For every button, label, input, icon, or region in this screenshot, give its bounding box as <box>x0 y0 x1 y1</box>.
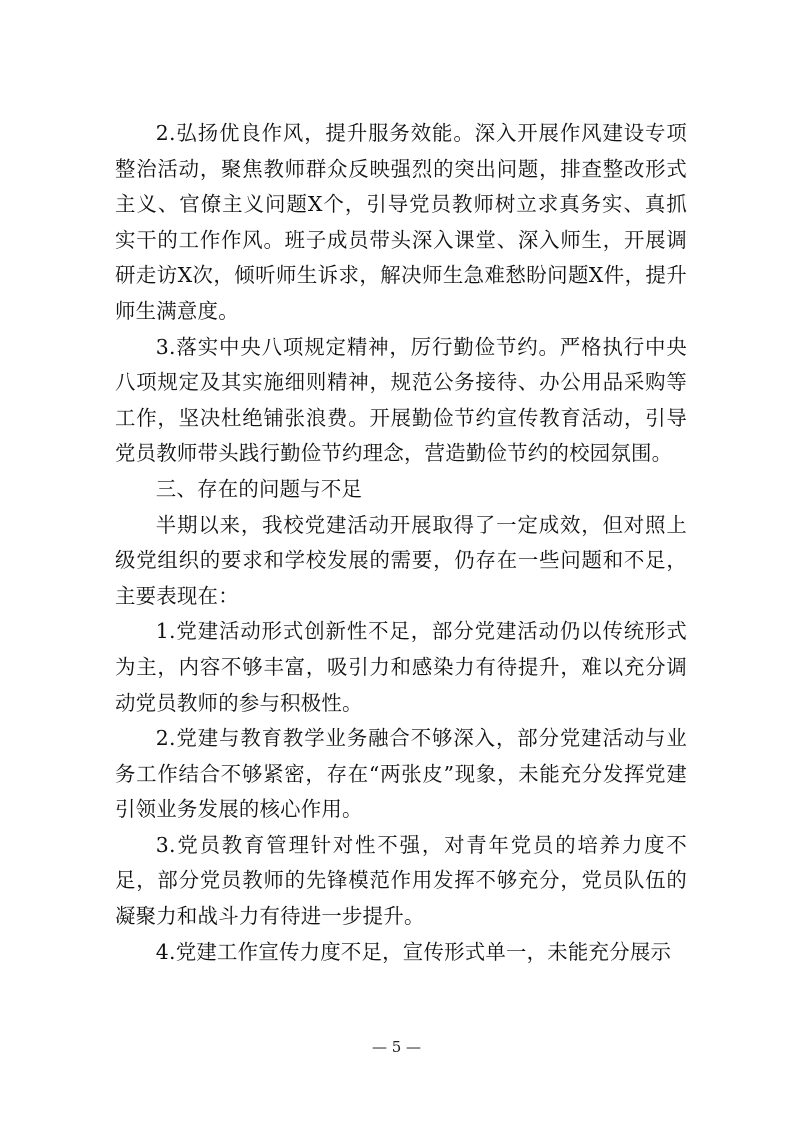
paragraph-style-improvement: 2.弘扬优良作风，提升服务效能。深入开展作风建设专项整治活动，聚焦教师群众反映强烈的突出问题，排查整改形式主义、官僚主义问题X个，引导党员教师树立求真务实、真抓实干的工作作风。班子成员带头深入课堂、深入师生，开展调研走访X次，倾听师生诉求，解决师生急难愁盼问题X件，提升师生满意度。 <box>115 121 687 323</box>
page-number: — 5 — <box>371 1038 422 1056</box>
paragraph-problem-4: 4.党建工作宣传力度不足，宣传形式单一，未能充分展示 <box>155 939 672 964</box>
paragraph-problems-intro: 半期以来，我校党建活动开展取得了一定成效，但对照上级党组织的要求和学校发展的需要，仍存在一些问题和不足，主要表现在： <box>115 512 687 608</box>
document-body <box>115 116 687 970</box>
paragraph-eight-rules: 3.落实中央八项规定精神，厉行勤俭节约。严格执行中央八项规定及其实施细则精神，规范公务接待、办公用品采购等工作，坚决杜绝铺张浪费。开展勤俭节约宣传教育活动，引导党员教师带头践行勤俭节约理念，营造勤俭节约的校园氛围。 <box>115 334 687 466</box>
paragraph-problem-3: 3.党员教育管理针对性不强，对青年党员的培养力度不足，部分党员教师的先锋模范作用发挥不够充分，党员队伍的凝聚力和战斗力有待进一步提升。 <box>115 832 687 929</box>
section-heading-problems: 三、存在的问题与不足 <box>155 476 363 501</box>
paragraph-problem-1: 1.党建活动形式创新性不足，部分党建活动仍以传统形式为主，内容不够丰富，吸引力和感染力有待提升，难以充分调动党员教师的参与积极性。 <box>115 619 687 715</box>
paragraph-problem-2: 2.党建与教育教学业务融合不够深入，部分党建活动与业务工作结合不够紧密，存在“两张皮”现象，未能充分发挥党建引领业务发展的核心作用。 <box>115 726 687 822</box>
